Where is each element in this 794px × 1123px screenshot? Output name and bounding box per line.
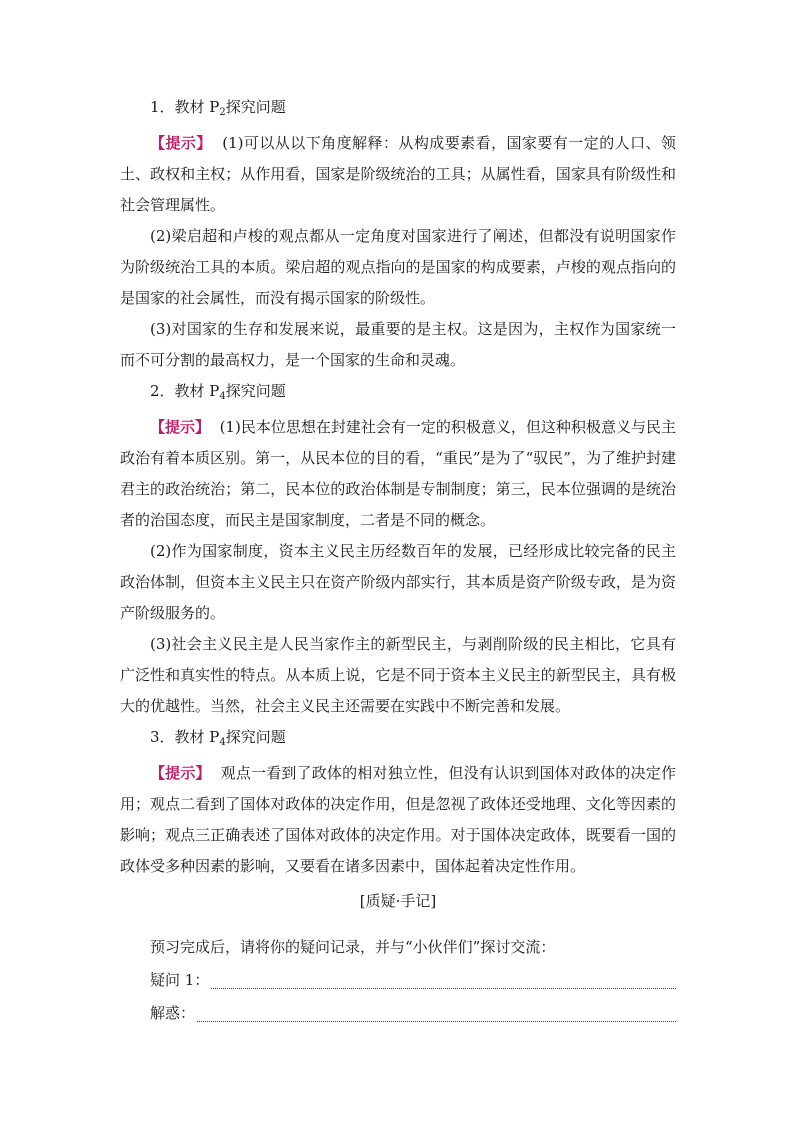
answer-input-line[interactable] (197, 1003, 676, 1022)
hint-label: 【提示】 (150, 134, 212, 152)
hint-label: 【提示】 (150, 418, 211, 436)
question-2-heading: 2．教材 $P_4$探究问题 (150, 382, 286, 402)
question-input-line[interactable] (211, 970, 676, 989)
question-1-answer-2: (2)梁启超和卢梭的观点都从一定角度对国家进行了阐述，但都没有说明国家作为阶级统治工具的本质。梁启超的观点指向的是国家的构成要素，卢梭的观点指向的是国家的社会属性，而没有揭示国家的阶级性。 (120, 227, 676, 307)
answer-label: 解惑： (150, 1004, 196, 1022)
question-3-answer-1: 【提示】 观点一看到了政体的相对独立性，但没有认识到国体对政体的决定作用；观点二看到了国体对政体的决定作用，但是忽视了政体还受地理、文化等因素的影响；观点三正确表述了国体对政体的决定作用。对于国体决定政体，既要看一国的政体受多种因素的影响，又要看在诸多因素中，国体起着决定性作用。 (120, 764, 676, 875)
question-2-answer-1: 【提示】 (1)民本位思想在封建社会有一定的积极意义，但这种积极意义与民主政治有着本质区别。第一，从民本位的目的看，“重民”是为了“驭民”，为了维护封建君主的政治统治；第二，民本位的政治体制是专制制度；第三，民本位强调的是统治者的治国态度，而民主是国家制度，二者是不同的概念。 (120, 418, 676, 529)
question-2-answer-3: (3)社会主义民主是人民当家作主的新型民主，与剥削阶级的民主相比，它具有广泛性和真实性的特点。从本质上说，它是不同于资本主义民主的新型民主，具有极大的优越性。当然，社会主义民主还需要在实践中不断完善和发展。 (120, 635, 676, 715)
question-1-answer-3: (3)对国家的生存和发展来说，最重要的是主权。这是因为，主权作为国家统一而不可分割的最高权力，是一个国家的生命和灵魂。 (120, 320, 676, 369)
question-1-answer-1: 【提示】 (1)可以从以下角度解释：从构成要素看，国家要有一定的人口、领土、政权和主权；从作用看，国家是阶级统治的工具；从属性看，国家具有阶级性和社会管理属性。 (120, 134, 676, 214)
question-2-answer-2: (2)作为国家制度，资本主义民主历经数百年的发展，已经形成比较完备的民主政治体制，但资本主义民主只在资产阶级内部实行，其本质是资产阶级专政，是为资产阶级服务的。 (120, 542, 676, 622)
question-label: 疑问 1： (150, 971, 210, 989)
question-1-heading: 1．教材 $P_2$探究问题 (150, 98, 286, 118)
hint-label: 【提示】 (150, 764, 211, 782)
question-3-heading: 3．教材 $P_4$探究问题 (150, 728, 286, 748)
notes-title: [质疑·手记] (359, 892, 437, 910)
document-page (120, 92, 676, 1029)
question-fill-row (120, 965, 676, 996)
notes-instruction: 预习完成后，请将你的疑问记录，并与“小伙伴们”探讨交流： (150, 938, 556, 956)
answer-fill-row (120, 998, 676, 1029)
